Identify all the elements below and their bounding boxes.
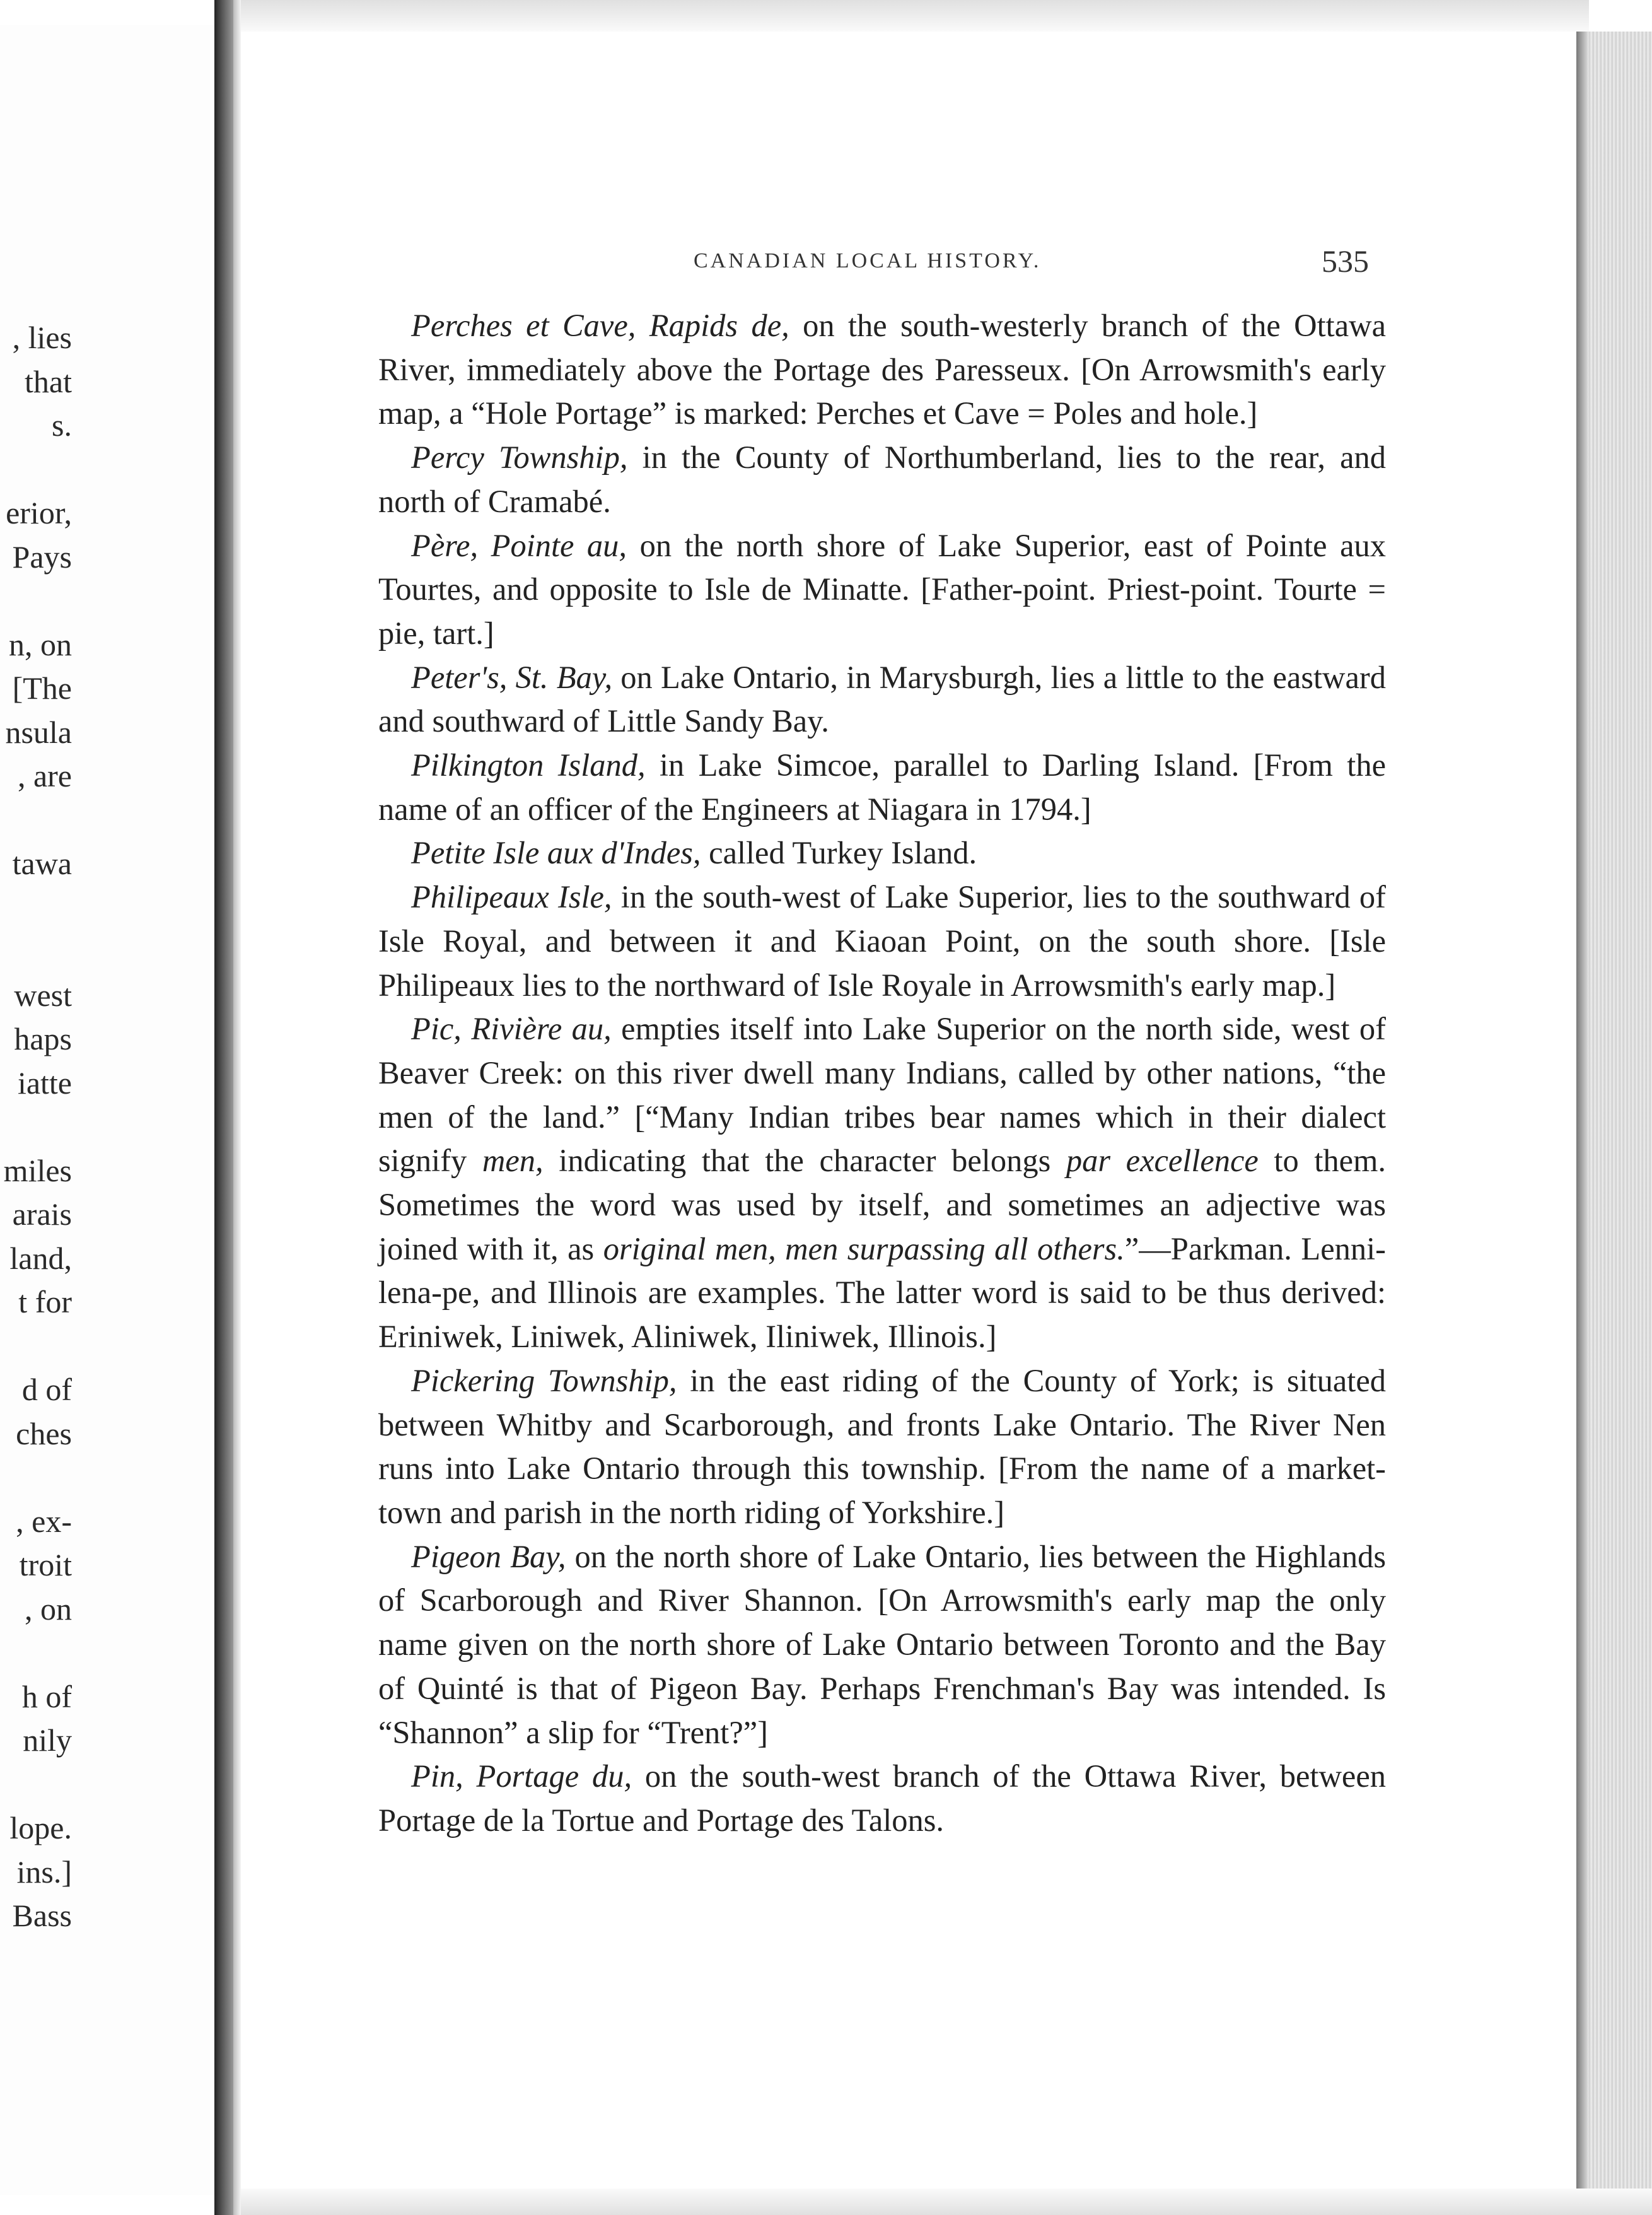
italic-original-men: original men, men surpassing all others. <box>603 1230 1125 1266</box>
headword: Peter's, St. Bay, <box>411 659 613 695</box>
page-stack-shadow <box>1576 32 1588 2189</box>
left-page-fragment: arais <box>12 1196 72 1232</box>
headword: Pic, Rivière au, <box>411 1011 612 1047</box>
headword: Pickering Township, <box>411 1362 677 1398</box>
left-page-fragment: west <box>14 977 72 1013</box>
left-page-fragment: t for <box>18 1284 72 1319</box>
left-page-fragment: lope. <box>9 1810 72 1845</box>
headword: Pilkington Island, <box>411 747 646 783</box>
headword: Percy Township, <box>411 440 628 476</box>
entry-text: in the east riding of the County of York; is situated between Whitby and Scarborough, and fronts Lake Ontario. The River Nen runs into Lake Ontario through this township. [From the name of a market-town and parish in the north riding of Yorkshire.] <box>378 1362 1386 1530</box>
entry-text: in the County of Northumberland, lies to the rear, and north of Cramabé. <box>378 440 1386 519</box>
left-page-fragment: , lies <box>12 320 72 355</box>
left-page-fragment: Bass <box>12 1898 72 1933</box>
spine-shadow <box>214 0 233 2215</box>
left-page-fragment: iatte <box>17 1065 72 1101</box>
entry-text: in Lake Simcoe, parallel to Darling Island. [From the name of an officer of the Engineers at Niagara in 1794.] <box>378 747 1386 827</box>
headword: Pigeon Bay, <box>411 1538 566 1574</box>
entry-pickering-township <box>378 1359 1386 1535</box>
entry-pilkington-island <box>378 744 1386 831</box>
headword: Pin, Portage du, <box>411 1758 632 1794</box>
left-page-fragment: troit <box>19 1547 72 1582</box>
left-page-fragment: Pays <box>12 539 72 575</box>
headword: Philipeaux Isle, <box>411 879 612 915</box>
left-page-fragment: land, <box>9 1240 72 1276</box>
entry-text: on the south-west branch of the Ottawa River, between Portage de la Tortue and Portage des Talons. <box>378 1758 1386 1838</box>
gutter <box>233 0 241 2215</box>
entry-pin-portage-du <box>378 1755 1386 1842</box>
left-page-fragment: haps <box>14 1021 72 1056</box>
entry-petite-isle <box>378 831 1386 875</box>
left-page-fragment: nsula <box>5 714 72 750</box>
left-page-fragment: that <box>25 363 72 399</box>
page-top-edge <box>233 0 1589 32</box>
left-page-fragment: , are <box>17 758 72 793</box>
left-page-fragment: [The <box>12 670 72 706</box>
entry-text: called Turkey Island. <box>701 835 977 871</box>
entry-text: to them. Sometimes the word was used by itself, and sometimes an adjective was joined with it, as <box>378 1143 1386 1266</box>
entry-peters-st-bay <box>378 656 1386 744</box>
entry-text: on Lake Ontario, in Marysburgh, lies a little to the eastward and southward of Little Sandy Bay. <box>378 659 1386 739</box>
left-page-fragment: d of <box>21 1372 72 1407</box>
entry-text: ”—Parkman. Lenni-lena-pe, and Illinois are examples. The latter word is said to be thus derived: Eriniwek, Liniwek, Aliniwek, Iliniwek, Illinois.] <box>378 1230 1386 1355</box>
entry-text: on the north shore of Lake Superior, east of Pointe aux Tourtes, and opposite to Isle de Minatte. [Father-point. Priest-point. Tourte = pie, tart.] <box>378 527 1386 651</box>
entry-perches-et-cave <box>378 304 1386 436</box>
left-page-fragment: , ex- <box>16 1503 72 1539</box>
entry-text: in the south-west of Lake Superior, lies to the southward of Isle Royal, and between it and Kiaoan Point, on the south shore. [Isle Philipeaux lies to the northward of Isle Royale in Arrowsmith's early map.] <box>378 879 1386 1003</box>
left-page-fragment: h of <box>21 1678 72 1714</box>
italic-men: men, <box>482 1143 544 1179</box>
left-page-fragment: ches <box>16 1415 72 1451</box>
page-stack-edge <box>1576 32 1652 2189</box>
entry-text: on the north shore of Lake Ontario, lies between the Highlands of Scarborough and River Shannon. [On Arrowsmith's early map the only name given on the north shore of Lake Ontario between Toronto and the Bay of Quinté is that of Pigeon Bay. Perhaps Frenchman's Bay was intended. Is “Shannon” a slip for “Trent?”] <box>378 1538 1386 1750</box>
page-bottom-edge <box>233 2189 1652 2215</box>
headword: Perches et Cave, Rapids de, <box>411 308 789 343</box>
left-page-fragment: tawa <box>12 846 72 881</box>
left-page-text <box>0 25 214 2195</box>
left-page-fragment: nily <box>23 1722 72 1758</box>
entry-pic-riviere-au <box>378 1007 1386 1359</box>
running-head: CANADIAN LOCAL HISTORY. <box>694 249 1042 272</box>
page-body <box>378 304 1386 1843</box>
italic-par-excellence: par excellence <box>1066 1143 1259 1179</box>
left-page-fragment: s. <box>52 407 72 443</box>
headword: Petite Isle aux d'Indes, <box>411 835 701 871</box>
page-number: 535 <box>1322 243 1369 279</box>
entry-percy-township <box>378 436 1386 523</box>
headword: Père, Pointe au, <box>411 527 627 563</box>
entry-text: empties itself into Lake Superior on the north side, west of Beaver Creek: on this river dwell many Indians, called by other nations, “the men of the land.” [“Many Indian tribes bear names which in their dialect signify <box>378 1011 1386 1179</box>
left-page-fragment: , on <box>25 1591 72 1627</box>
entry-text: on the south-westerly branch of the Ottawa River, immediately above the Portage des Paresseux. [On Arrowsmith's early map, a “Hole Portage” is marked: Perches et Cave = Poles and hole.] <box>378 308 1386 431</box>
entry-text: indicating that the character belongs <box>543 1143 1066 1179</box>
entry-pigeon-bay <box>378 1535 1386 1755</box>
entry-philipeaux-isle <box>378 875 1386 1007</box>
left-page-fragment: miles <box>3 1152 72 1188</box>
left-page-fragment: ins.] <box>16 1854 72 1890</box>
left-page-fragment: n, on <box>9 626 72 662</box>
left-page <box>0 25 214 2195</box>
entry-pere-pointe-au <box>378 524 1386 656</box>
left-page-fragment: erior, <box>6 495 72 530</box>
